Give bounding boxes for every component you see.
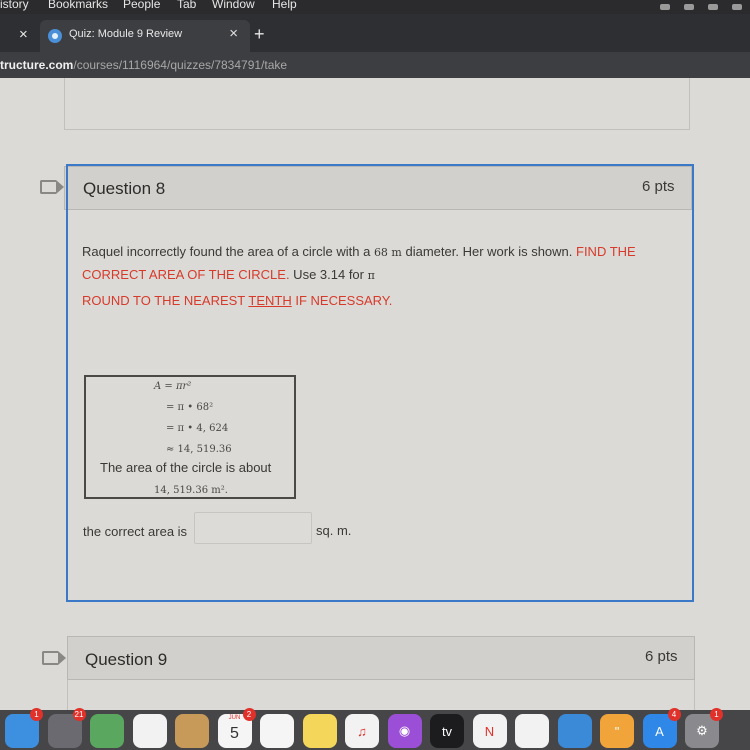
menu-people[interactable]: People (123, 0, 161, 11)
dock-icon-glyph: A (655, 723, 664, 739)
menu-help[interactable]: Help (272, 0, 297, 11)
dock-icon-glyph: tv (441, 723, 453, 739)
dock-icon-glyph: ◉ (398, 723, 411, 738)
question-9-points: 6 pts (645, 648, 678, 665)
work-line: = π • 68² (166, 402, 214, 413)
pages-icon[interactable] (600, 714, 634, 748)
reminders-icon[interactable] (260, 714, 294, 748)
url-path: /courses/1116964/quizzes/7834791/take (73, 58, 288, 72)
diameter-value: 68 m (373, 246, 402, 259)
calendar-month: JUN (228, 715, 241, 721)
system-preferences-icon[interactable] (685, 710, 719, 748)
podcasts-icon[interactable] (388, 714, 422, 748)
status-icon[interactable] (660, 4, 670, 10)
dock-icon-glyph: N (484, 723, 495, 739)
question-9-body (67, 680, 695, 710)
close-icon[interactable]: × (19, 26, 28, 43)
question-8-points: 6 pts (642, 178, 675, 195)
menu-status-icons (660, 0, 742, 14)
quiz-page (0, 78, 750, 710)
notification-badge: 1 (710, 708, 723, 721)
close-icon[interactable]: × (229, 25, 238, 42)
prompt-text: Raquel incorrectly found the area of a circle with a (82, 244, 374, 259)
maps-icon[interactable] (90, 714, 124, 748)
work-line: ≈ 14, 519.36 (166, 444, 232, 455)
app-store-icon[interactable] (643, 710, 677, 748)
question-8-prompt (82, 241, 672, 287)
work-line: = π • 4, 624 (166, 423, 229, 434)
previous-question-body (64, 78, 690, 130)
tab-strip (0, 14, 750, 52)
menu-history[interactable]: istory (0, 0, 29, 11)
round-suffix: IF NECESSARY. (291, 293, 393, 308)
question-8-title: Question 8 (83, 179, 166, 198)
work-result: 14, 519.36 m². (154, 485, 228, 496)
tab-title: Quiz: Module 9 Review (69, 28, 183, 40)
url-domain: tructure.com (0, 58, 74, 72)
address-bar[interactable] (0, 52, 750, 78)
finder-icon[interactable] (5, 710, 39, 748)
tab-quiz[interactable] (40, 20, 250, 52)
numbers-icon[interactable] (515, 714, 549, 748)
notification-badge: 1 (30, 708, 43, 721)
flag-icon[interactable] (42, 651, 58, 665)
prompt-text: diameter. Her work is shown. (401, 244, 576, 259)
dock (0, 710, 750, 750)
question-9-title: Question 9 (85, 650, 168, 669)
status-icon[interactable] (732, 4, 742, 10)
news-icon[interactable] (473, 714, 507, 748)
dock-icon-glyph: ⚙ (696, 723, 708, 738)
calendar-icon[interactable] (218, 710, 252, 748)
launchpad-icon[interactable] (48, 710, 84, 748)
contacts-icon[interactable] (175, 714, 209, 748)
status-icon[interactable] (708, 4, 718, 10)
rounding-instruction (82, 293, 392, 308)
round-prefix: ROUND TO THE NEAREST (82, 293, 249, 308)
menu-window[interactable]: Window (212, 0, 255, 11)
notification-badge: 4 (668, 708, 681, 721)
status-icon[interactable] (684, 4, 694, 10)
menu-bookmarks[interactable]: Bookmarks (48, 0, 109, 11)
notification-badge: 21 (73, 708, 86, 721)
dock-icon-glyph: ♫ (357, 723, 367, 739)
calendar-day: 5 (230, 725, 239, 742)
canvas-icon (48, 29, 62, 43)
flag-icon[interactable] (40, 180, 56, 194)
work-line: A = πr² (154, 381, 192, 392)
keynote-icon[interactable] (558, 714, 592, 748)
menu-bar (0, 0, 750, 14)
answer-label: the correct area is (83, 524, 188, 539)
prompt-text: Use 3.14 for (289, 267, 368, 282)
menu-tab[interactable]: Tab (177, 0, 197, 11)
answer-input[interactable] (194, 512, 312, 544)
apple-tv-icon[interactable] (430, 714, 464, 748)
music-icon[interactable] (345, 714, 379, 748)
work-conclusion: The area of the circle is about (100, 460, 272, 475)
dock-icon-glyph: " (614, 723, 620, 739)
notification-badge: 2 (243, 708, 256, 721)
student-work-image (84, 375, 296, 499)
pi-symbol: π (367, 269, 375, 282)
instruction-text: FIND THE CORRECT AREA OF THE CIRCLE. (82, 244, 636, 282)
round-underlined: TENTH (248, 293, 292, 308)
photos-icon[interactable] (133, 714, 167, 748)
url-text[interactable] (0, 58, 287, 72)
answer-unit: sq. m. (316, 523, 352, 538)
new-tab-button[interactable]: + (254, 24, 265, 44)
notes-icon[interactable] (303, 714, 337, 748)
